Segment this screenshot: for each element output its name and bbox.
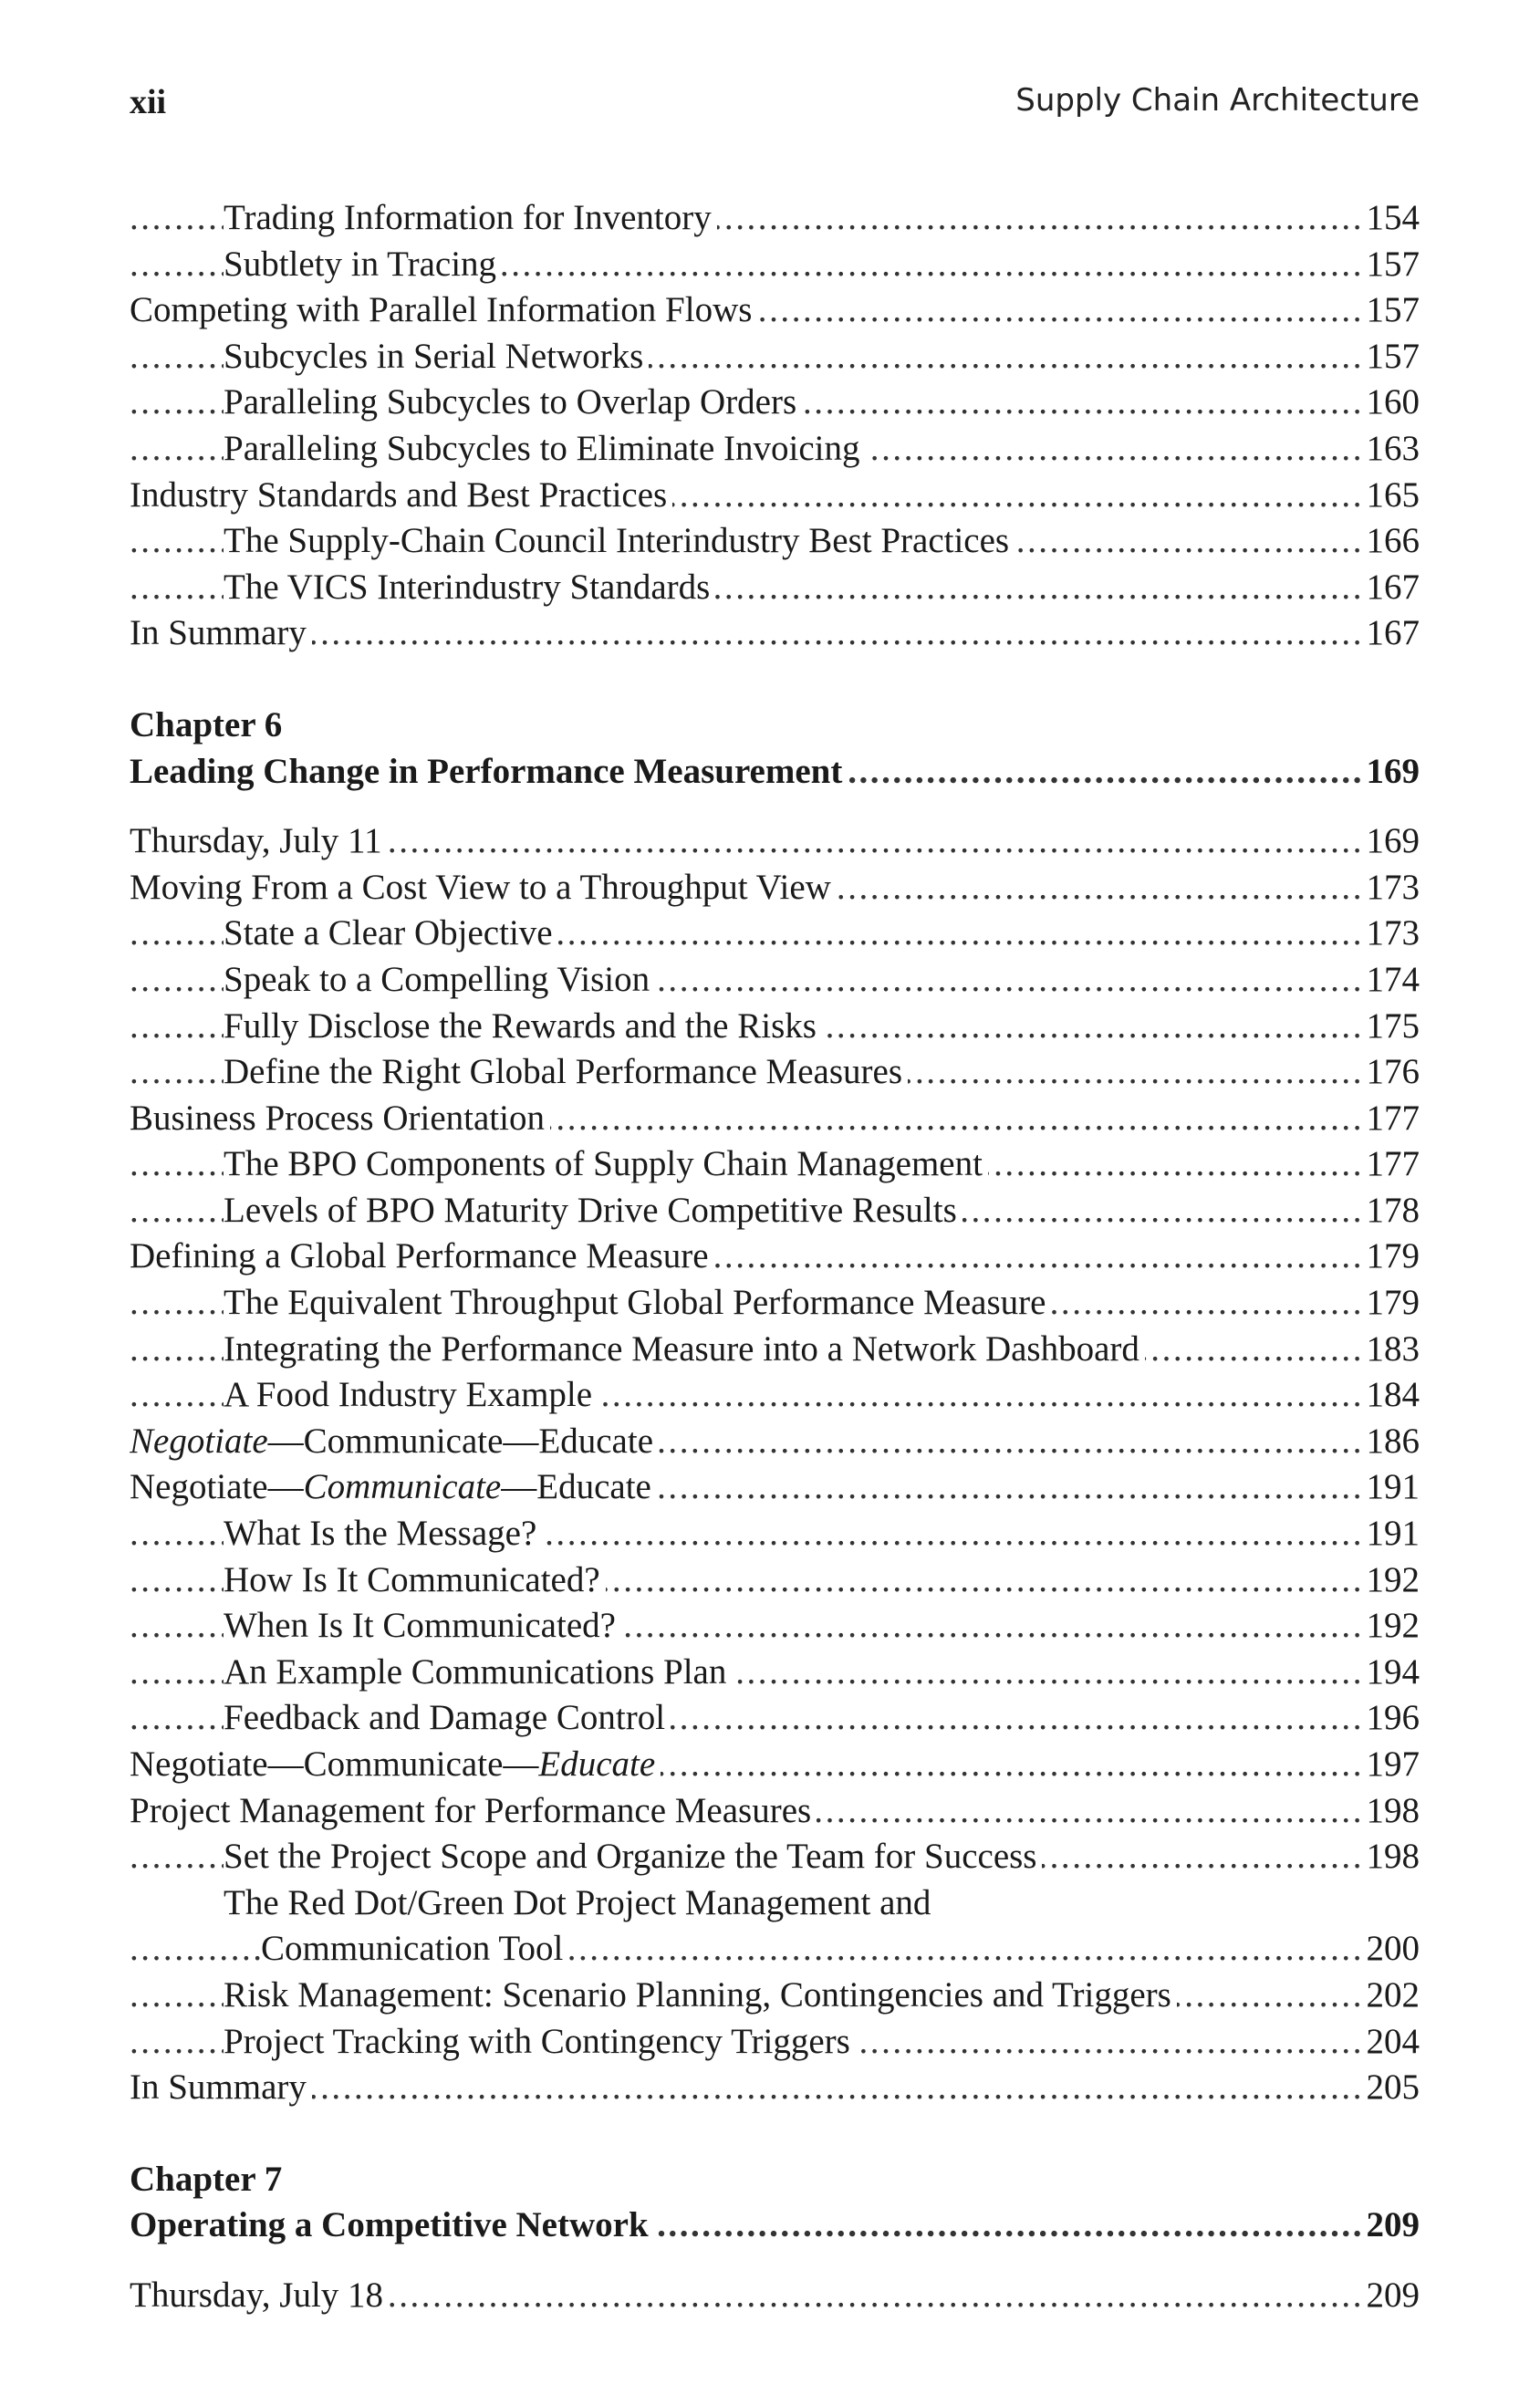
toc-entry-page: 194 xyxy=(1361,1650,1420,1696)
toc-entry-page: 192 xyxy=(1361,1603,1420,1650)
toc-entry-title: The Supply-Chain Council Interindustry Best Practices xyxy=(224,521,1015,560)
toc-emphasis: Negotiate xyxy=(130,1421,268,1461)
toc-entry-title: Integrating the Performance Measure into a Network Dashboard xyxy=(224,1329,1145,1369)
toc-entry xyxy=(130,957,1420,1004)
toc-entry-page: 198 xyxy=(1361,1788,1420,1835)
page-folio: xii xyxy=(130,83,167,121)
chapter-7-number: Chapter 7 xyxy=(130,2160,287,2199)
toc-entry xyxy=(130,2019,1420,2066)
toc-entry xyxy=(130,1973,1420,2019)
toc-entry-page: 209 xyxy=(1361,2273,1420,2319)
toc-entry xyxy=(130,1234,1420,1280)
toc-entry xyxy=(130,1049,1420,1096)
toc-entry xyxy=(130,1557,1420,1604)
toc-entry xyxy=(130,1188,1420,1234)
toc-entry xyxy=(130,1650,1420,1696)
toc-entry xyxy=(130,426,1420,473)
toc-entry-page: 179 xyxy=(1361,1234,1420,1280)
chapter-heading xyxy=(130,2202,1420,2249)
chapter-heading xyxy=(130,749,1420,796)
toc-entry-page: 177 xyxy=(1361,1096,1420,1142)
toc-entry xyxy=(130,1695,1420,1742)
toc-entry xyxy=(130,2065,1420,2111)
toc-entry-page: 173 xyxy=(1361,911,1420,957)
toc-entry-page: 157 xyxy=(1361,287,1420,334)
toc-entry-title: Industry Standards and Best Practices xyxy=(130,475,672,515)
toc-entry-title: An Example Communications Plan xyxy=(224,1652,732,1692)
toc-entry xyxy=(130,865,1420,911)
toc-entry-title: Levels of BPO Maturity Drive Competitive Results xyxy=(224,1191,962,1230)
toc-entry-title xyxy=(130,1744,661,1784)
toc-entry xyxy=(130,1742,1420,1788)
toc-entry-title: Trading Information for Inventory xyxy=(224,198,717,237)
toc-entry-page: 175 xyxy=(1361,1004,1420,1050)
toc-entry xyxy=(130,1096,1420,1142)
toc-entry-page: 174 xyxy=(1361,957,1420,1004)
toc-entry xyxy=(130,610,1420,657)
toc-entry-page: 163 xyxy=(1361,426,1420,473)
toc-entry-page: 157 xyxy=(1361,242,1420,288)
toc-entry xyxy=(130,1834,1420,1880)
toc-entry-title: Moving From a Cost View to a Throughput View xyxy=(130,868,837,907)
toc-entry-page: 197 xyxy=(1361,1742,1420,1788)
toc-entry-page: 191 xyxy=(1361,1511,1420,1557)
toc-entry-page: 186 xyxy=(1361,1419,1420,1465)
toc-entry-page: 160 xyxy=(1361,380,1420,426)
toc-entry-title: The VICS Interindustry Standards xyxy=(224,568,715,607)
toc-entry xyxy=(130,1926,1420,1973)
toc-entry-title xyxy=(130,1467,657,1506)
toc-entry-title: The Red Dot/Green Dot Project Management and xyxy=(224,1883,936,1922)
chapter-7-page: 209 xyxy=(1361,2202,1420,2249)
toc-entry-page: 177 xyxy=(1361,1141,1420,1188)
toc-entry-text: —Communicate—Educate xyxy=(267,1421,654,1461)
toc-entry-title: Thursday, July 11 xyxy=(130,821,388,860)
toc-entry xyxy=(130,1464,1420,1511)
chapter-7-title: Operating a Competitive Network xyxy=(130,2205,654,2244)
toc-entry-text: Negotiate—Communicate— xyxy=(130,1744,539,1784)
toc-entry-text: —Educate xyxy=(501,1467,651,1507)
toc-entry-page: 167 xyxy=(1361,610,1420,657)
toc-entry-title: Set the Project Scope and Organize the Team for Success xyxy=(224,1837,1042,1876)
toc-entry-page: 169 xyxy=(1361,818,1420,865)
toc-entry-title: What Is the Message? xyxy=(224,1514,542,1553)
toc-entry-title: Subtlety in Tracing xyxy=(224,245,502,284)
toc-entry-page: 167 xyxy=(1361,565,1420,611)
toc-entry-title: In Summary xyxy=(130,613,312,652)
chapter-number xyxy=(130,2157,1420,2203)
toc-entry xyxy=(130,1004,1420,1050)
toc-entry xyxy=(130,1372,1420,1419)
toc-entry xyxy=(130,334,1420,380)
toc-entry xyxy=(130,1327,1420,1373)
toc-entry-title: Business Process Orientation xyxy=(130,1099,550,1138)
toc-entry-page: 165 xyxy=(1361,473,1420,519)
toc-entry-title: Thursday, July 18 xyxy=(130,2275,389,2315)
toc-entry xyxy=(130,911,1420,957)
toc-entry xyxy=(130,287,1420,334)
toc-entry-page: 205 xyxy=(1361,2065,1420,2111)
toc-entry-title: Competing with Parallel Information Flows xyxy=(130,290,757,329)
toc-entry-text: Negotiate— xyxy=(130,1467,304,1507)
toc-entry-title: In Summary xyxy=(130,2067,312,2107)
toc-entry xyxy=(130,1788,1420,1835)
toc-entry xyxy=(130,818,1420,865)
toc-entry-title: A Food Industry Example xyxy=(224,1375,598,1414)
toc-entry-page: 166 xyxy=(1361,518,1420,565)
toc-entry-page: 154 xyxy=(1361,195,1420,242)
toc-entry-title xyxy=(130,1421,659,1461)
toc-entry-page: 173 xyxy=(1361,865,1420,911)
toc-entry xyxy=(130,518,1420,565)
toc-entry xyxy=(130,1880,1420,1927)
toc-entry xyxy=(130,1419,1420,1465)
running-header xyxy=(130,82,1420,137)
toc-entry-title: The Equivalent Throughput Global Performance Measure xyxy=(224,1283,1051,1322)
toc-entry-title: Define the Right Global Performance Measures xyxy=(224,1052,908,1091)
toc-entry-page: 178 xyxy=(1361,1188,1420,1234)
toc-entry xyxy=(130,1141,1420,1188)
toc-entry-title: Subcycles in Serial Networks xyxy=(224,337,649,376)
toc-entry-page: 204 xyxy=(1361,2019,1420,2066)
toc-entry-title: Fully Disclose the Rewards and the Risks xyxy=(224,1006,822,1046)
toc-emphasis: Communicate xyxy=(303,1467,502,1507)
toc-entry-page: 157 xyxy=(1361,334,1420,380)
toc-entry-title: State a Clear Objective xyxy=(224,913,558,953)
toc-entry xyxy=(130,1511,1420,1557)
toc-entry-page: 191 xyxy=(1361,1464,1420,1511)
toc-entry xyxy=(130,242,1420,288)
chapter-6-number: Chapter 6 xyxy=(130,705,287,745)
toc-entry xyxy=(130,2273,1420,2319)
toc-entry-title: Project Management for Performance Measures xyxy=(130,1791,817,1830)
toc-entry xyxy=(130,565,1420,611)
toc-entry xyxy=(130,195,1420,242)
toc-entry-title: Defining a Global Performance Measure xyxy=(130,1236,714,1276)
toc-entry-title: Feedback and Damage Control xyxy=(224,1698,671,1737)
toc-entry xyxy=(130,380,1420,426)
toc-entry-page: 183 xyxy=(1361,1327,1420,1373)
toc-entry-title: When Is It Communicated? xyxy=(224,1606,621,1645)
toc-entry-title: Speak to a Compelling Vision xyxy=(224,960,655,999)
toc-entry xyxy=(130,473,1420,519)
chapter-6-page: 169 xyxy=(1361,749,1420,796)
toc-entry-title: How Is It Communicated? xyxy=(224,1560,606,1599)
toc-entry-page: 202 xyxy=(1361,1973,1420,2019)
chapter-6-title: Leading Change in Performance Measurement xyxy=(130,752,848,791)
toc-entry-title: Paralleling Subcycles to Eliminate Invoicing xyxy=(224,429,866,468)
toc-entry xyxy=(130,1603,1420,1650)
toc-entry-page: 179 xyxy=(1361,1280,1420,1327)
toc-entry-page: 196 xyxy=(1361,1695,1420,1742)
toc-entry-title: The BPO Components of Supply Chain Management xyxy=(224,1144,988,1183)
toc-entry-page: 198 xyxy=(1361,1834,1420,1880)
chapter-number xyxy=(130,703,1420,749)
toc-entry-page: 200 xyxy=(1361,1926,1420,1973)
toc-entry xyxy=(130,1280,1420,1327)
toc-entry-title: Risk Management: Scenario Planning, Contingencies and Triggers xyxy=(224,1975,1177,2015)
toc-entry-page: 184 xyxy=(1361,1372,1420,1419)
toc-entry-title: Communication Tool xyxy=(261,1929,568,1968)
toc-entry-page: 176 xyxy=(1361,1049,1420,1096)
toc-emphasis: Educate xyxy=(538,1744,656,1784)
running-title: Supply Chain Architecture xyxy=(1015,82,1420,119)
toc-entry-page: 192 xyxy=(1361,1557,1420,1604)
toc-entry-title: Paralleling Subcycles to Overlap Orders xyxy=(224,382,802,422)
toc-entry-title: Project Tracking with Contingency Triggers xyxy=(224,2022,856,2061)
table-of-contents xyxy=(130,195,1420,2319)
